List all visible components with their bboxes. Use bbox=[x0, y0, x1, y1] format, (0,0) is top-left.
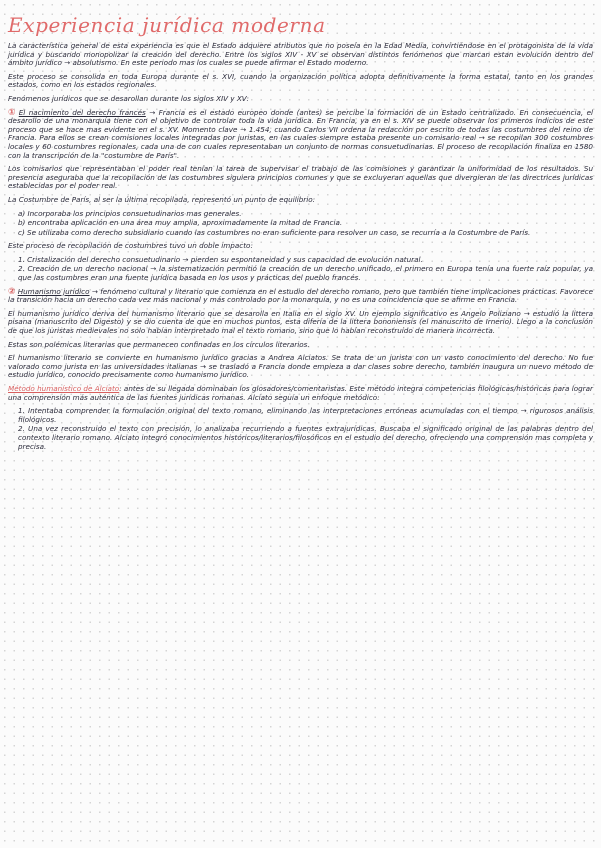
consolidation-paragraph: Este proceso se consolida en toda Europa durante el s. XVI, cuando la organización política adopta definitivamente la forma estatal, tanto en los grandes estados, como en los estados regionales. bbox=[8, 71, 593, 90]
paris-custom-paragraph: La Costumbre de París, al ser la última recopilada, representó un punto de equilibrio: bbox=[8, 194, 316, 204]
section-2 bbox=[8, 288, 593, 305]
impact-list bbox=[8, 256, 593, 283]
section-3-body: : antes de su llegada dominaban los glosadores/comentaristas. Este método integra competencias filológicas/históricas para lograr una comprensión más auténtica de las fuentes jurídicas romanas. Alciato seguía un enfoque metódico: bbox=[8, 384, 593, 402]
section-3-heading: Método humanístico de Alciato bbox=[8, 384, 120, 393]
page-title: Experiencia jurídica moderna bbox=[8, 13, 326, 37]
list-item: c) Se utilizaba como derecho subsidiario cuando las costumbres no eran suficiente para resolver un caso, se recurría a la Costumbre de París. bbox=[18, 227, 531, 237]
phenomena-heading: Fenómenos jurídicos que se desarollan durante los siglos XIV y XV: bbox=[8, 93, 249, 103]
list-item: a) Incorporaba los principios consuetudinarios mas generales. bbox=[18, 208, 242, 218]
section-2-heading: Humanismo jurídico bbox=[17, 286, 90, 296]
list-item: b) encontraba aplicación en una área muy amplia, aproximadamente la mitad de Francia. bbox=[18, 218, 343, 228]
polemics-paragraph: Estas son polémicas literarias que permanecen confinadas en los círculos literarios. bbox=[8, 339, 310, 349]
impact-paragraph: Este proceso de recopilación de costumbres tuvo un doble impacto: bbox=[8, 241, 253, 251]
list-item: 1. Cristalización del derecho consuetudinario → pierden su espontaneidad y sus capacidad de evolución natural. bbox=[18, 254, 423, 264]
alciato-paragraph: El humanismo literario se convierte en humanismo jurídico gracias a Andrea Alciatos. Se trata de un jurista con un vasto conocimiento del derecho. No fue valorado como jurista en las universidades italianas → se trasladó a Francia donde empieza a dar clases sobre derecho, también inaugura un nuevo método de estudio jurídico, conocido precisamente como humanismo jurídico. bbox=[8, 353, 593, 380]
list-item: 2. Creación de un derecho nacional → la sistematización permitió la creación de un derecho unificado, el primero en Europa tenía una fuerte raíz popular, ya que las costumbres eran una fuente jurídica basada en los usos y prácticas del pueblo francés. bbox=[18, 264, 593, 283]
list-item: 1. Intentaba comprender la formulación original del texto romano, eliminando las interpretaciones erróneas acumuladas con el tiempo → rigurosos análisis filológicos. bbox=[18, 406, 593, 424]
section-1 bbox=[8, 109, 593, 161]
list-item: 2. Una vez reconstruido el texto con precisión, lo analizaba recurriendo a fuentes extrajurídicas. Buscaba el significado original de las palabras dentro del contexto literario romano. Alciato integró conocimientos históricos/literarios/filosóficos en el estudio del derecho, ofreciendo una comprensión mas completa y precisa. bbox=[18, 424, 593, 451]
section-2-number: ② bbox=[8, 286, 16, 297]
intro-paragraph: La característica general de esta experiencia es que el Estado adquiere atributos que no poseía en la Edad Media, convirtiéndose en el protagonista de la vida jurídica y buscando monopolizar la creación del derecho. Entre los siglos XIV - XV se observan distintos fenómenos que marcan estan evolución dentro del ámbito jurídico → absolutismo. En este periodo mas los cuales se puede afirmar el Estado moderno. bbox=[8, 41, 593, 68]
method-list bbox=[8, 407, 593, 451]
section-2-body: → fenómeno cultural y literario que comienza en el estudio del derecho romano, pero que también tiene implicaciones prácticas. Favorece la transición hacia un derecho cada vez más nacional y más controlado por la monarquía, y no es una coincidencia que se afirme en Francia. bbox=[8, 286, 593, 305]
section-1-body: → Francia es el estado europeo donde (antes) se percibe la formación de un Estado centralizado. En consecuencia, el desarollo de una monarquía tiene con el objetivo de controlar toda la vida jurídica. En Francia, ya en el s. XIV se puede observar los primeros indicios de este proceso que se hace mas evidente en el s. XV. Momento clave → 1.454, cuando Carlos VII ordena la redacción por escrito de todas las costumbres del reino de Francia. Para ellos se crean comisiones locales integradas por juristas, en las cuales siempre estaba presente un comisario real → se recopilan 300 costumbres locales y 60 costumbres regionales, cada una de con cuales representaban un conjunto de normas consuetudinarias. El proceso de recopilación finaliza en 1580 con la transcripción de la "costumbre de París". bbox=[8, 107, 593, 160]
paris-custom-list bbox=[8, 210, 593, 238]
commissioners-paragraph: Los comisarios que representaban el poder real tenían la tarea de supervisar el trabajo de las comisiones y garantizar la uniformidad de los resultados. Su presencia aseguraba que la recopilación de las costumbres siguiera principios comunes y que se excluyeran aquellas que divergieran de las directrices jurídicas establecidas por el poder real. bbox=[8, 164, 593, 191]
section-1-number: ① bbox=[8, 107, 17, 118]
literary-humanism-paragraph: El humanismo jurídico deriva del humanismo literario que se desarolla en Italia en el siglo XV. Un ejemplo significativo es Angelo Poliziano → estudió la littera pisana (manuscrito del Digesto) y se dio cuenta de que en muchos puntos, esta difería de la littera bononiensis (el manuscrito de Irnerio). Llego a la conclusión de que los juristas medievales no solo habían interpretado mal el texto romano, sino que lo habían reconstruido de manera incorrecta. bbox=[8, 308, 593, 336]
section-1-heading: El nacimiento del derecho francés bbox=[18, 107, 146, 117]
section-3 bbox=[8, 385, 593, 402]
